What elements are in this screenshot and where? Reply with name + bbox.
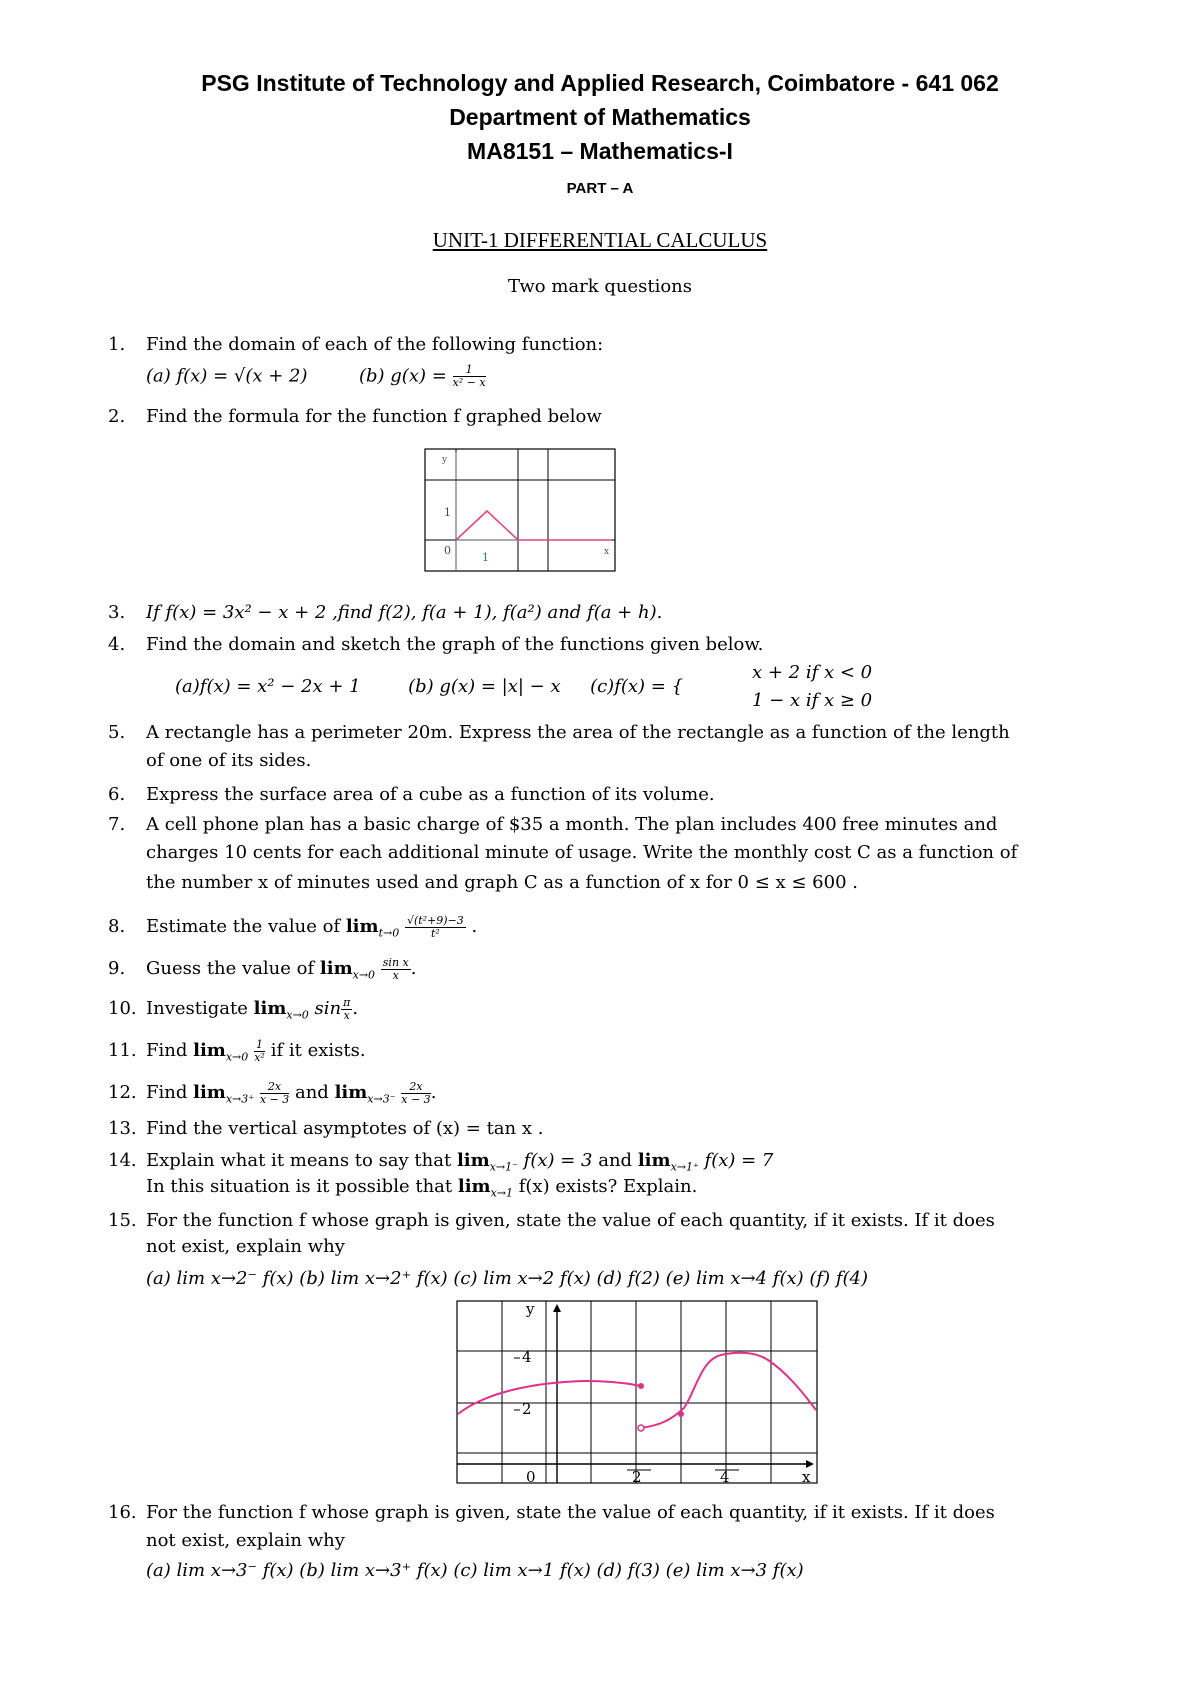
x-axis-arrow <box>806 1460 814 1468</box>
x-axis-label: x <box>802 1468 811 1484</box>
closed-point <box>638 1383 644 1389</box>
q1-part-b: (b) g(x) = <box>359 365 447 387</box>
question-number: 14. <box>108 1150 137 1171</box>
question-text: Estimate the value of <box>146 916 341 937</box>
q1-parts <box>146 364 486 389</box>
fraction-denominator: x² <box>254 1050 265 1064</box>
question-text: For the function f whose graph is given, state the value of each quantity, if it exists. If it does <box>146 1210 995 1231</box>
limit-subscript: x→0 <box>286 1008 309 1022</box>
q4-parts <box>175 676 683 697</box>
y-tick-1: 1 <box>444 506 451 519</box>
x-tick-4: 4 <box>720 1468 730 1484</box>
department-title: Department of Mathematics <box>449 104 751 130</box>
question-number: 8. <box>108 916 126 937</box>
fraction-numerator: π <box>343 995 351 1009</box>
question-number: 13. <box>108 1118 137 1139</box>
question-number: 2. <box>108 406 126 427</box>
q8-fraction <box>405 915 466 940</box>
question-text: If f(x) = 3x² − x + 2 ,find f(2), f(a + 1), f(a²) and f(a + h). <box>146 602 663 623</box>
y-tick-2: 2 <box>522 1400 532 1418</box>
limit-operator: lim <box>193 1040 226 1061</box>
q14-line-2 <box>146 1176 697 1200</box>
question-text: Find the formula for the function f graphed below <box>146 406 602 427</box>
question-text: Express the surface area of a cube as a function of its volume. <box>146 784 715 805</box>
fraction-numerator: 2x <box>401 1081 430 1094</box>
q9-fraction <box>381 957 411 982</box>
sentence-end: . <box>410 958 417 979</box>
question-number: 6. <box>108 784 126 805</box>
question-text: Find the domain and sketch the graph of the functions given below. <box>146 634 764 655</box>
conjunction: and <box>294 1082 329 1103</box>
fraction-numerator: √(t²+9)−3 <box>406 913 464 927</box>
unit-title: UNIT-1 DIFFERENTIAL CALCULUS <box>432 228 768 252</box>
x-axis-label: x <box>604 547 610 557</box>
function-name: sin <box>314 998 342 1019</box>
y-axis-label: y <box>442 455 448 465</box>
question-body <box>146 954 1136 991</box>
question-number: 15. <box>108 1210 137 1231</box>
piecewise-case: 1 − x if x ≥ 0 <box>752 690 873 711</box>
fraction-denominator: x <box>392 968 399 982</box>
q16-line-2: not exist, explain why <box>146 1530 345 1551</box>
question-text: A cell phone plan has a basic charge of $35 a month. The plan includes 400 free minutes and <box>146 814 998 835</box>
question-body <box>146 1036 1136 1073</box>
question-number: 7. <box>108 814 126 835</box>
origin-label: 0 <box>526 1468 536 1484</box>
question-number: 9. <box>108 958 126 979</box>
graph-q15 <box>456 1300 818 1484</box>
graph-frame <box>425 449 615 571</box>
limit-value: f(x) = 3 <box>523 1150 593 1171</box>
x-tick-2: 2 <box>632 1468 642 1484</box>
question-text: Find the domain of each of the following function: <box>146 334 604 355</box>
q4-part-b: (b) g(x) = |x| − x <box>408 676 561 697</box>
question-number: 1. <box>108 334 126 355</box>
q12-fraction-2 <box>401 1081 430 1106</box>
fraction-numerator: sin x <box>382 955 409 969</box>
fraction-denominator: t² <box>430 926 440 940</box>
question-number: 11. <box>108 1040 137 1061</box>
limit-value: f(x) = 7 <box>704 1150 774 1171</box>
limit-subscript: x→1⁺ <box>670 1160 699 1174</box>
question-text: Find <box>146 1082 188 1103</box>
fraction-numerator: 2x <box>260 1081 289 1094</box>
question-text: Find <box>146 1040 188 1061</box>
point <box>678 1411 684 1417</box>
open-point <box>638 1425 644 1431</box>
limit-operator: lim <box>319 958 353 979</box>
question-number: 3. <box>108 602 126 623</box>
subtitle: Two mark questions <box>507 276 693 297</box>
q7-line-3: the number x of minutes used and graph C as a function of x for 0 ≤ x ≤ 600 . <box>146 872 858 893</box>
q1-part-a: (a) f(x) = √(x + 2) <box>146 365 308 387</box>
sentence-end: . <box>471 916 478 937</box>
q1-fraction <box>453 364 486 389</box>
fraction-denominator: x² − x <box>452 376 486 389</box>
question-number: 16. <box>108 1502 137 1523</box>
limit-subscript: x→0 <box>225 1050 249 1064</box>
limit-operator: lim <box>637 1150 671 1171</box>
origin-label: 0 <box>444 544 451 557</box>
sentence-end: . <box>352 998 359 1019</box>
q15-items: (a) lim x→2⁻ f(x) (b) lim x→2⁺ f(x) (c) lim x→2 f(x) (d) f(2) (e) lim x→4 f(x) (f) f(4) <box>146 1268 868 1289</box>
fraction-denominator: x <box>343 1008 350 1022</box>
q4-case-1 <box>752 662 872 683</box>
question-body <box>146 994 1136 1031</box>
fraction-denominator: x − 3 <box>259 1092 290 1106</box>
q4-case-2 <box>752 690 872 711</box>
graph-q2 <box>424 448 616 572</box>
limit-operator: lim <box>253 998 287 1019</box>
limit-operator: lim <box>457 1176 491 1197</box>
q10-fraction <box>341 997 352 1022</box>
fraction-numerator: 1 <box>256 1037 263 1051</box>
q15-line-2: not exist, explain why <box>146 1236 345 1257</box>
sentence-end: . <box>430 1082 437 1103</box>
y-axis-label: y <box>526 1300 535 1318</box>
limit-operator: lim <box>345 916 379 937</box>
fraction-numerator: 1 <box>453 364 486 377</box>
question-text: Guess the value of <box>146 958 315 979</box>
y-tick-4: 4 <box>522 1348 532 1366</box>
question-text: A rectangle has a perimeter 20m. Express the area of the rectangle as a function of the length <box>146 722 1010 743</box>
grid <box>457 1301 817 1483</box>
question-text: f(x) exists? Explain. <box>518 1176 698 1197</box>
fraction-denominator: x − 3 <box>401 1092 431 1106</box>
limit-subscript: x→0 <box>352 968 376 982</box>
x-tick-1: 1 <box>482 551 489 564</box>
sentence-end: if it exists. <box>270 1040 366 1061</box>
curve-left-branch <box>458 1381 641 1414</box>
limit-subscript: x→1⁻ <box>489 1160 518 1174</box>
q11-fraction <box>254 1039 265 1064</box>
q7-line-2: charges 10 cents for each additional minute of usage. Write the monthly cost C as a function of <box>146 842 1018 863</box>
question-text: In this situation is it possible that <box>146 1176 453 1197</box>
y-axis-arrow <box>553 1304 561 1312</box>
limit-subscript: x→1 <box>490 1186 514 1200</box>
function-curve <box>456 511 612 540</box>
q12-fraction-1 <box>260 1081 289 1106</box>
question-text: For the function f whose graph is given, state the value of each quantity, if it exists. If it does <box>146 1502 995 1523</box>
question-body <box>146 1078 1136 1115</box>
limit-subscript: x→3⁻ <box>367 1092 396 1106</box>
part-label: PART – A <box>566 180 634 197</box>
question-text: Explain what it means to say that <box>146 1150 452 1171</box>
conjunction: and <box>598 1150 633 1171</box>
q4-part-a: (a)f(x) = x² − 2x + 1 <box>175 676 361 697</box>
limit-operator: lim <box>193 1082 226 1103</box>
q5-line-2: of one of its sides. <box>146 750 312 771</box>
q4-part-c: (c)f(x) = { <box>590 676 684 697</box>
limit-operator: lim <box>334 1082 368 1103</box>
question-number: 12. <box>108 1082 137 1103</box>
course-title: MA8151 – Mathematics-I <box>467 138 733 164</box>
graph-frame <box>457 1301 817 1483</box>
question-body <box>146 912 1136 949</box>
institute-title: PSG Institute of Technology and Applied Research, Coimbatore - 641 062 <box>201 70 999 96</box>
question-text: Find the vertical asymptotes of (x) = tan x . <box>146 1118 544 1139</box>
limit-subscript: t→0 <box>378 926 400 940</box>
question-number: 5. <box>108 722 126 743</box>
question-number: 10. <box>108 998 137 1019</box>
curve-right-branch <box>641 1353 816 1428</box>
question-text: Investigate <box>146 998 248 1019</box>
limit-subscript: x→3⁺ <box>225 1092 255 1106</box>
q16-items: (a) lim x→3⁻ f(x) (b) lim x→3⁺ f(x) (c) lim x→1 f(x) (d) f(3) (e) lim x→3 f(x) <box>146 1560 804 1581</box>
piecewise-case: x + 2 if x < 0 <box>752 662 873 683</box>
question-number: 4. <box>108 634 126 655</box>
limit-operator: lim <box>456 1150 490 1171</box>
